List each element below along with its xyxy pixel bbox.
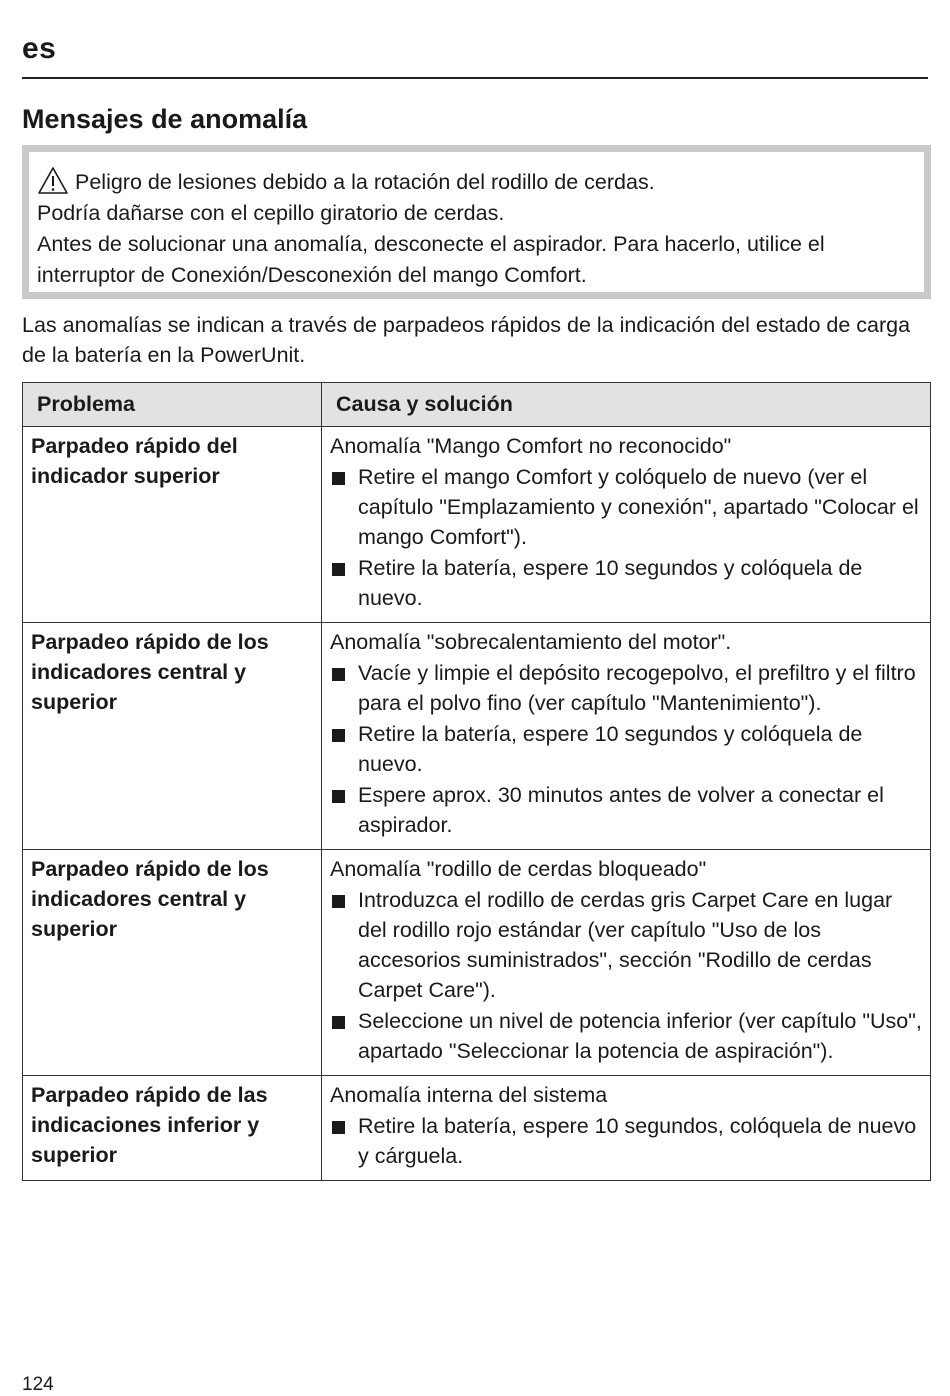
cause-cell [322,1076,931,1181]
solution-item [330,780,922,840]
bullet-square-icon [332,472,345,485]
bullet-square-icon [332,790,345,803]
bullet-square-icon [332,563,345,576]
solution-item [330,719,922,779]
solution-text: Retire la batería, espere 10 segundos, colóquela de nuevo y cárguela. [358,1114,917,1168]
bullet-square-icon [332,668,345,681]
warning-title-line [37,167,916,198]
solution-item [330,658,922,718]
cause-title: Anomalía interna del sistema [330,1083,608,1107]
problem-cell: Parpadeo rápido de los indicadores central y superior [23,850,322,1076]
problem-cell: Parpadeo rápido de las indicaciones inferior y superior [23,1076,322,1181]
bullet-square-icon [332,1016,345,1029]
solution-item [330,1111,922,1171]
cause-cell [322,623,931,850]
bullet-square-icon [332,895,345,908]
header-divider [22,77,928,79]
solution-text: Espere aprox. 30 minutos antes de volver a conectar el aspirador. [358,783,884,837]
solution-text: Vacíe y limpie el depósito recogepolvo, el prefiltro y el filtro para el polvo fino (ver capítulo "Mantenimiento"). [358,661,916,715]
intro-paragraph: Las anomalías se indican a través de parpadeos rápidos de la indicación del estado de carga de la batería en la PowerUnit. [22,313,911,367]
cause-title: Anomalía "sobrecalentamiento del motor". [330,630,732,654]
cause-title: Anomalía "Mango Comfort no reconocido" [330,434,732,458]
table-row [23,1076,931,1181]
section-title: Mensajes de anomalía [22,104,308,134]
solution-list [330,885,922,1066]
table-header-row [23,383,931,427]
cause-cell [322,427,931,623]
header-cause: Causa y solución [322,383,931,427]
bullet-square-icon [332,729,345,742]
page-number: 124 [22,1374,54,1395]
table-row [23,850,931,1076]
warning-content [29,152,924,292]
warning-title: Peligro de lesiones debido a la rotación del rodillo de cerdas. [75,170,655,194]
solution-list [330,1111,922,1171]
header-problem: Problema [23,383,322,427]
table-row [23,427,931,623]
warning-box [22,145,931,299]
solution-text: Retire la batería, espere 10 segundos y colóquela de nuevo. [358,556,863,610]
solution-item [330,462,922,552]
warning-line-1: Podría dañarse con el cepillo giratorio de cerdas. [37,201,505,225]
solution-item [330,885,922,1005]
problem-cell: Parpadeo rápido de los indicadores central y superior [23,623,322,850]
cause-cell [322,850,931,1076]
fault-table [22,382,931,1181]
solution-list [330,658,922,840]
warning-line-2: Antes de solucionar una anomalía, desconecte el aspirador. Para hacerlo, utilice el interruptor de Conexión/Desconexión del mango Comfort. [37,232,825,287]
cause-title: Anomalía "rodillo de cerdas bloqueado" [330,857,707,881]
table-row [23,623,931,850]
bullet-square-icon [332,1121,345,1134]
solution-text: Introduzca el rodillo de cerdas gris Carpet Care en lugar del rodillo rojo estándar (ver capítulo "Uso de los accesorios suministrados", sección "Rodillo de cerdas Carpet Care"). [358,888,893,1002]
solution-text: Retire el mango Comfort y colóquelo de nuevo (ver el capítulo "Emplazamiento y conexión", apartado "Colocar el mango Comfort"). [358,465,919,549]
solution-list [330,462,922,613]
solution-item [330,1006,922,1066]
solution-text: Seleccione un nivel de potencia inferior (ver capítulo "Uso", apartado "Seleccionar la potencia de aspiración"). [358,1009,922,1063]
problem-cell: Parpadeo rápido del indicador superior [23,427,322,623]
warning-triangle-icon [37,166,69,196]
solution-item [330,553,922,613]
language-code: es [22,32,57,65]
solution-text: Retire la batería, espere 10 segundos y colóquela de nuevo. [358,722,863,776]
